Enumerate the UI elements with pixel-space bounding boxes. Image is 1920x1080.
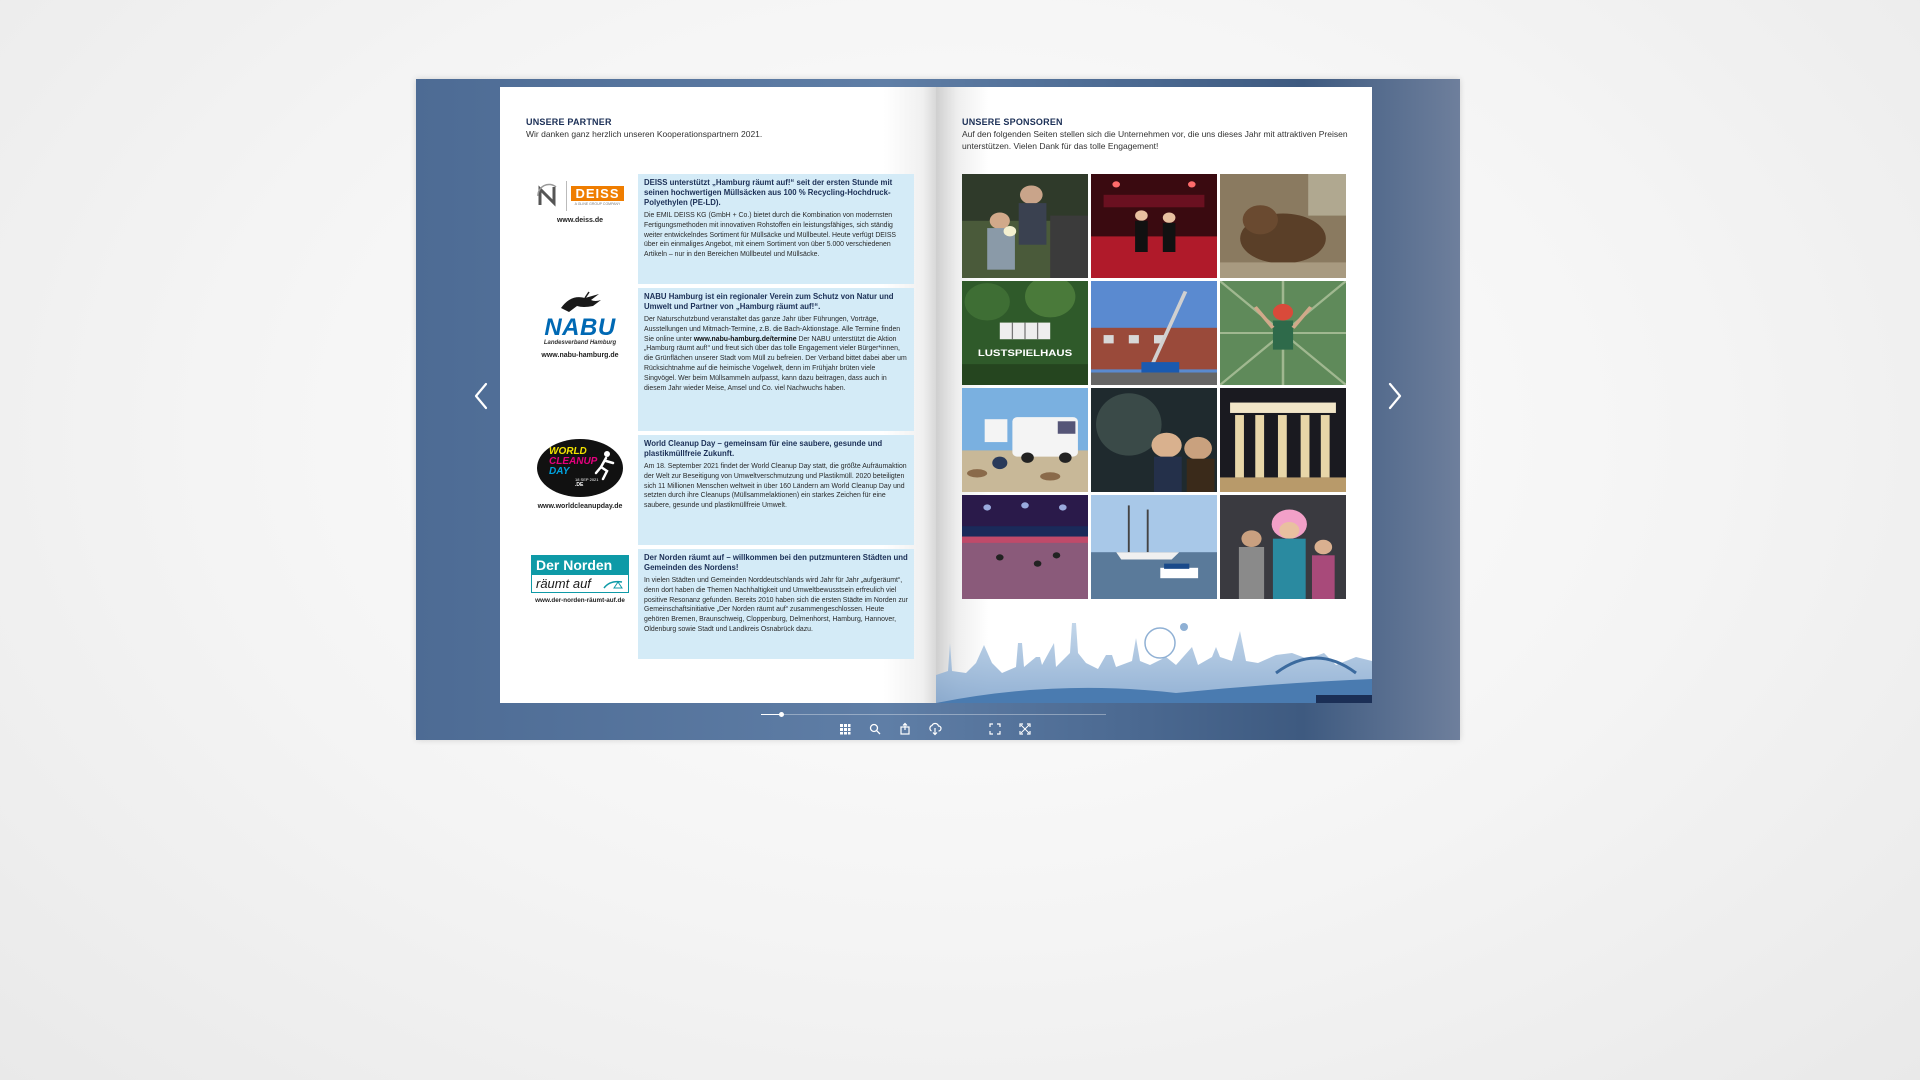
wcd-logo-tld: .DE [575,482,584,488]
sponsor-photo-lustspielhaus [962,281,1088,385]
wcd-logo-line-day: DAY [549,466,570,477]
wcd-logo-block [526,435,634,545]
sponsor-photo-climbing [1220,281,1346,385]
deiss-wordmark: DEISS [571,186,623,201]
share-icon[interactable] [898,722,912,736]
nabu-heading: NABU Hamburg ist ein regionaler Verein zum Schutz von Natur und Umwelt und Partner von „Hamburg räumt auf!“. [644,292,894,311]
deiss-url[interactable]: www.deiss.de [556,217,604,224]
norden-body: In vielen Städten und Gemeinden Norddeutschlands wird Jahr für Jahr „aufgeräumt“, denn dort haben die Themen Nachhaltigkeit und Umweltbewusstsein erfreulich viel positive Resonanz gefunden. Bereits 2010 haben sich die ersten Städte im Norden zur Gemeinschaftsinitiative „Der Norden räumt auf“ zusammengeschlossen. Heute gehören Bremen, Braunschweig, Cloppenburg, Delmenhorst, Hamburg, Hannover, Oldenburg sowie Stadt und Landkreis Osnabrück dazu. [644,577,908,633]
page-progress-thumb[interactable] [779,712,784,717]
download-icon[interactable] [928,722,942,736]
next-page-button[interactable] [1380,376,1410,416]
partner-deiss [526,174,916,284]
sponsor-photo-kids-forest [962,174,1088,278]
wcd-logo-line-world: WORLD [549,446,587,457]
wcd-logo [537,439,623,497]
chevron-right-icon [1380,376,1410,416]
chevron-left-icon [466,376,496,416]
norden-heading: Der Norden räumt auf – willkommen bei den putzmunteren Städten und Gemeinden des Nordens! [644,553,908,572]
partner-world-cleanup-day [526,435,916,545]
sponsor-photo-stage [1091,174,1217,278]
nabu-text-box [638,288,914,431]
partner-nabu [526,288,916,431]
hamburg-skyline-illustration [936,583,1372,703]
fullscreen-icon[interactable] [1018,722,1032,736]
deiss-heading: DEISS unterstützt „Hamburg räumt auf!“ seit der ersten Stunde mit seinen hochwertigen Müllsäcken aus 100 % Recycling-Hochdruck-Polyethylen (PE-LD). [644,178,893,207]
right-page[interactable] [936,87,1372,703]
nabu-wordmark: NABU [544,314,616,341]
sponsor-photo-grid [962,174,1346,599]
sponsors-subtitle: Auf den folgenden Seiten stellen sich die Unternehmen vor, die uns dieses Jahr mit attraktiven Preisen unterstützen. Vielen Dank für das tolle Engagement! [962,129,1348,151]
norden-url[interactable]: www.der-norden-räumt-auf.de [535,597,625,604]
norden-text-box [638,549,914,659]
wcd-logo-date: 18 SEP 2021 [575,477,599,482]
nabu-termine-link[interactable]: www.nabu-hamburg.de/termine [693,335,797,343]
nabu-url[interactable]: www.nabu-hamburg.de [541,352,619,359]
sponsor-photo-construction [1091,281,1217,385]
lustspielhaus-sign: LUSTSPIELHAUS [977,348,1073,359]
partners-title: UNSERE PARTNER [526,117,612,127]
viewer-toolbar [416,709,1460,739]
stork-icon [555,290,605,316]
left-page[interactable] [500,87,936,703]
search-icon[interactable] [868,722,882,736]
deiss-emblem-icon [536,183,562,209]
nabu-body-rest: Der NABU unterstützt die Aktion „Hamburg räumt auf!“ und freut sich über das tolle Engagement vieler Bürger*innen, die Grünflächen unserer Stadt vom Müll zu befreien. Der Verband bittet dabei aber um Rücksichtnahme auf die heimische Vogelwelt, denn im Frühjahr brüten viele Singvögel. Wer beim Müllsammeln aufpasst, kann dazu beitragen, dass auch in diesem Jahr wieder Meise, Amsel und Co. viel Nachwuchs haben. [644,335,907,392]
page-progress-slider[interactable] [761,714,1106,715]
runner-icon [593,449,615,481]
deiss-logo-block [526,174,634,284]
wcd-logo-line-cleanup: CLEANUP [549,456,598,467]
partners-subtitle: Wir danken ganz herzlich unseren Kooperationspartnern 2021. [526,129,763,139]
wcd-url[interactable]: www.worldcleanupday.de [537,503,623,510]
wcd-body: Am 18. September 2021 findet der World Cleanup Day statt, die größte Aufräumaktion der Welt zur Beseitigung von Umweltverschmutzung und Plastikmüll. 2020 beteiligten sich 11 Millionen Menschen weltweit in über 160 Ländern am World Cleanup Day und setzten durch ihre Cleanups (Müllsammelaktionen) ein starkes Zeichen für eine saubere, gesunde und plastikmüllfreie Umwelt. [644,463,907,510]
wcd-heading: World Cleanup Day – gemeinsam für eine saubere, gesunde und plastikmüllfreie Zukunft. [644,439,883,458]
deiss-body: Die EMIL DEISS KG (GmbH + Co.) bietet durch die Kombination von modernsten Fertigungsmethoden mit innovativen Rohstoffen ein leistungsfähiges, sich ständig weiter entwickelndes Sortiment für Müllsäcke und Müllbeutel. Heute verfügt DEISS über ein einmaliges Angebot, mit einem Sortiment von über 5.000 verschiedenen Artikeln – nur in den Bereichen Müllbeutel und Müllsäcke. [644,212,897,259]
sponsors-title: UNSERE SPONSOREN [962,117,1063,127]
book-spread [500,87,1372,703]
broom-icon [602,578,624,590]
nabu-body-intro: Der Naturschutzbund veranstaltet das ganze Jahr über Führungen, Vorträge, Ausstellungen und Mitmach-Termine, z.B. die Bach-Aktionstage. Alle Termine finden Sie online unter [644,316,901,343]
grid-icon[interactable] [838,722,852,736]
fit-page-icon[interactable] [988,722,1002,736]
deiss-tagline: A GLINE GROUP COMPANY [574,202,621,206]
nabu-body [644,315,908,393]
nabu-logo-block [526,288,634,431]
norden-logo-line2: räumt auf [536,576,591,591]
norden-logo-line1: Der Norden [532,556,628,575]
flipbook-viewer [416,79,1460,740]
wcd-text-box [638,435,914,545]
sponsor-photo-columns [1220,388,1346,492]
sponsor-photo-kids-aquarium [1091,388,1217,492]
nabu-tagline: Landesverband Hamburg [543,340,617,346]
sponsor-photo-van [962,388,1088,492]
norden-logo-block [526,549,634,659]
partner-der-norden [526,549,916,659]
norden-logo [531,555,629,593]
sponsor-photo-bear [1220,174,1346,278]
deiss-logo [536,178,623,214]
deiss-text-box [638,174,914,284]
prev-page-button[interactable] [466,376,496,416]
